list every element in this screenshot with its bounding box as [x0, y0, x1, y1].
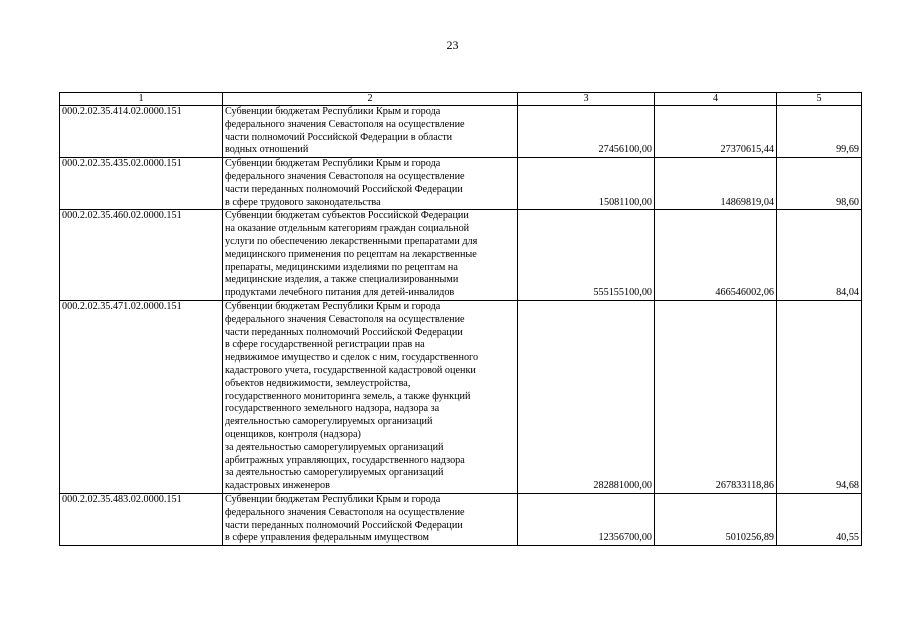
plan-amount-cell: 12356700,00 — [518, 493, 655, 545]
budget-code-cell: 000.2.02.35.460.02.0000.151 — [60, 210, 223, 301]
table-row — [60, 493, 862, 545]
actual-amount-cell: 27370615,44 — [655, 106, 777, 158]
budget-code-cell: 000.2.02.35.414.02.0000.151 — [60, 106, 223, 158]
plan-amount-cell: 282881000,00 — [518, 300, 655, 493]
description-cell: Субвенции бюджетам Республики Крым и города федерального значения Севастополя на осуществление части полномочий Российской Федерации в области водных отношений — [223, 106, 518, 158]
budget-code-cell: 000.2.02.35.483.02.0000.151 — [60, 493, 223, 545]
actual-amount-cell: 466546002,06 — [655, 210, 777, 301]
budget-table — [59, 92, 862, 546]
budget-table-body — [60, 93, 862, 546]
budget-code-cell: 000.2.02.35.471.02.0000.151 — [60, 300, 223, 493]
description-cell: Субвенции бюджетам Республики Крым и города федерального значения Севастополя на осуществление части переданных полномочий Российской Федерации в сфере трудового законодательства — [223, 158, 518, 210]
actual-amount-cell: 267833118,86 — [655, 300, 777, 493]
page-number: 23 — [446, 38, 459, 52]
column-header-2: 2 — [223, 93, 518, 106]
table-row — [60, 106, 862, 158]
table-row — [60, 158, 862, 210]
description-cell: Субвенции бюджетам субъектов Российской Федерации на оказание отдельным категориям граждан социальной услуги по обеспечению лекарственными препаратами для медицинского применения по рецептам на лекарственные препараты, медицинскими изделиями по рецептам на медицинские изделия, а также специализированными продуктами лечебного питания для детей-инвалидов — [223, 210, 518, 301]
plan-amount-cell: 555155100,00 — [518, 210, 655, 301]
plan-amount-cell: 27456100,00 — [518, 106, 655, 158]
table-header-row — [60, 93, 862, 106]
table-row — [60, 210, 862, 301]
percent-cell: 98,60 — [777, 158, 862, 210]
percent-cell: 84,04 — [777, 210, 862, 301]
percent-cell: 40,55 — [777, 493, 862, 545]
description-cell: Субвенции бюджетам Республики Крым и города федерального значения Севастополя на осуществление части переданных полномочий Российской Федерации в сфере государственной регистрации прав на недвижимое имущество и сделок с ним, государственного кадастрового учета, государственной кадастровой оценки объектов недвижимости, землеустройства, государственного мониторинга земель, а также функций государственного земельного надзора, надзора за деятельностью саморегулируемых организаций оценщиков, контроля (надзора) за деятельностью саморегулируемых организаций арбитражных управляющих, государственного надзора за деятельностью саморегулируемых организаций кадастровых инженеров — [223, 300, 518, 493]
column-header-3: 3 — [518, 93, 655, 106]
column-header-1: 1 — [60, 93, 223, 106]
plan-amount-cell: 15081100,00 — [518, 158, 655, 210]
column-header-4: 4 — [655, 93, 777, 106]
budget-code-cell: 000.2.02.35.435.02.0000.151 — [60, 158, 223, 210]
actual-amount-cell: 14869819,04 — [655, 158, 777, 210]
percent-cell: 99,69 — [777, 106, 862, 158]
column-header-5: 5 — [777, 93, 862, 106]
percent-cell: 94,68 — [777, 300, 862, 493]
description-cell: Субвенции бюджетам Республики Крым и города федерального значения Севастополя на осуществление части переданных полномочий Российской Федерации в сфере управления федеральным имуществом — [223, 493, 518, 545]
table-row — [60, 300, 862, 493]
actual-amount-cell: 5010256,89 — [655, 493, 777, 545]
